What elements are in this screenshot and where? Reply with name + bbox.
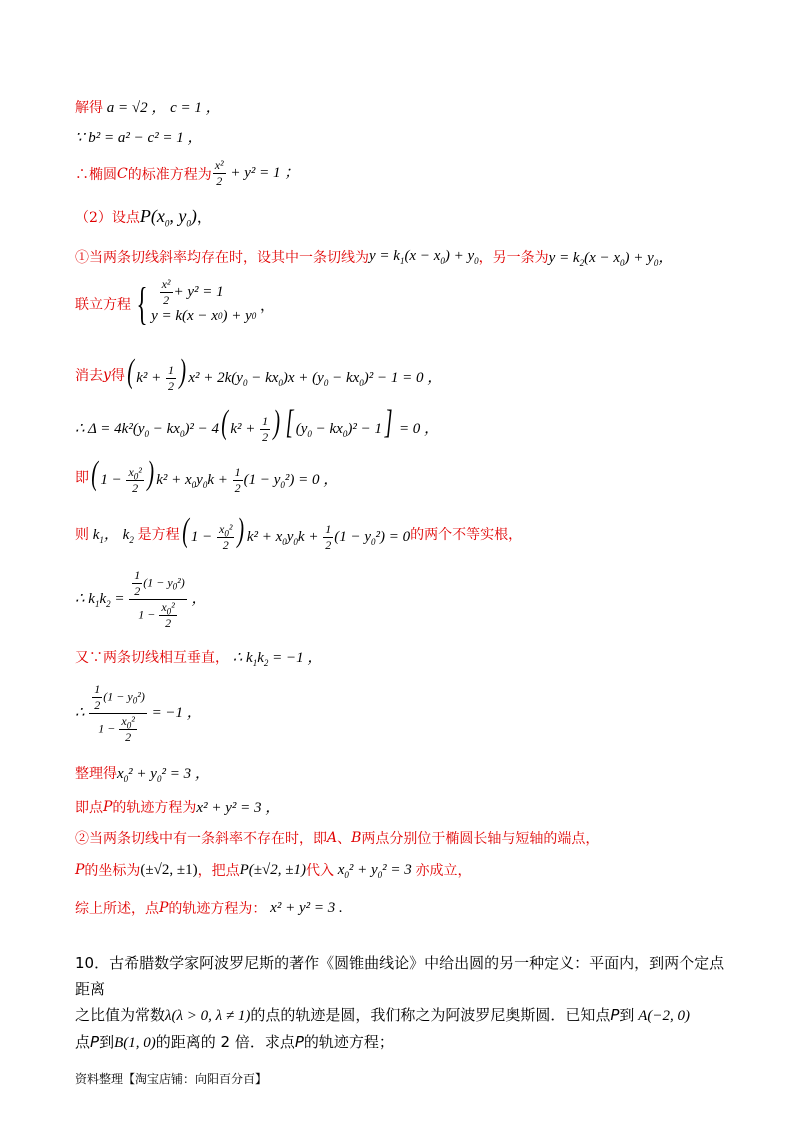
text-p-var: P <box>103 798 113 815</box>
text-standard-eq: 的标准方程为 <box>127 166 212 183</box>
text-badian: ，把点 <box>197 863 240 879</box>
footer-text: 资料整理【淘宝店铺：向阳百分百】 <box>75 1072 268 1086</box>
solution-line-8 <box>75 406 439 445</box>
text-c-var: C <box>117 165 128 182</box>
solution-line-6: 联立方程 { $\frac{\text{x²}}{2}$ + y² = 1 y = k(x − x 0 ) + y 0 ， <box>75 276 276 329</box>
solution-line-10 <box>75 514 522 553</box>
solution-line-2 <box>75 126 203 147</box>
text-locus: 的轨迹方程为 <box>112 799 197 816</box>
question-10 <box>75 950 735 1056</box>
solution-line-3 <box>75 158 299 189</box>
math-k1k2-neg1: ∴ $k_1k_2 = -1$ ， <box>229 650 323 668</box>
solution-line-18 <box>75 898 343 918</box>
solution-line-15 <box>75 796 280 817</box>
math-pm-coord: (±√2, ±1) <box>140 861 198 878</box>
text-perpendicular: 又∵两条切线相互垂直， <box>75 649 229 666</box>
text-therefore-ellipse: ∴椭圆 <box>75 166 117 183</box>
math-k-equation-2: ( 1 − $\frac{x_0^2}{2}$ ) $k^2 + x_0y_0k$ + $\frac{1}{2}$ $(1 - y_0^2) = 0$ <box>181 512 411 553</box>
math-tangent2: $y = k_2(x - x_0) + y_0$， <box>548 250 674 268</box>
text-jiede: 解得 <box>75 99 103 116</box>
math-point-a: A(−2, 0) <box>634 1008 690 1024</box>
text-locus-2: 的轨迹方程为： <box>168 901 267 917</box>
math-a-c: a = √2 ， c = 1 ， <box>106 100 221 116</box>
text-a-var: A <box>327 830 338 846</box>
solution-line-17 <box>75 860 472 880</box>
math-circle-3b: $x_0^2 + y_0^2 = 3$ <box>333 861 416 880</box>
text-y-var: y <box>103 366 111 383</box>
text-xiaoqu: 消去 <box>75 367 103 384</box>
text-p-var-2: P <box>75 862 85 878</box>
text-endpoints: 两点分别位于椭圆长轴与短轴的端点， <box>361 831 600 847</box>
text-conclusion: 综上所述，点 <box>75 901 159 917</box>
solution-line-14 <box>75 762 210 783</box>
math-system: $\frac{\text{x²}}{2}$ + y² = 1 y = k(x − x 0 ) + y 0 <box>151 276 257 324</box>
text-two-roots: 的两个不等实根， <box>410 526 523 543</box>
math-k1: $k_1$， $k_2$ <box>89 527 134 546</box>
math-tangent1: $y = k_1(x - x_0) + y_0$ <box>369 248 479 266</box>
text-case1: ①当两条切线斜率均存在时，设其中一条切线为 <box>75 249 369 266</box>
text-coord: 的坐标为 <box>84 863 141 879</box>
math-point-p: $P(x_0$, $y_0$) <box>139 206 197 229</box>
math-discriminant: ∴ $\Delta = 4k^2(y_0 - kx_0)^2 - 4$( k² + $\frac{1}{2}$ ) [ $(y_0 - kx_0)^2 - 1] = 0$ ， <box>75 404 440 445</box>
text-another: ，另一条为 <box>478 249 549 266</box>
solution-line-16 <box>75 828 599 848</box>
text-zhengli: 整理得 <box>75 765 117 782</box>
text-ji: 即 <box>75 469 89 486</box>
solution-line-9 <box>75 457 338 496</box>
text-ze: 则 <box>75 526 89 543</box>
text-sep: 、 <box>337 831 352 847</box>
solution-line-12 <box>75 646 322 667</box>
solution-line-11 <box>75 568 207 631</box>
text-b-var: B <box>351 830 362 846</box>
math-k-equation: ( 1 − $\frac{x_0^2}{2}$ ) $k^2 + x_0y_0k$ + $\frac{1}{2}$ $(1 - y_0^2) = 0$ ， <box>91 455 339 496</box>
math-b-squared: ∵ b² = a² − c² = 1 ， <box>75 130 203 146</box>
text-case2: ②当两条切线中有一条斜率不存在时，即 <box>75 831 327 847</box>
math-point-pm: P(±√2, ±1) <box>239 861 306 878</box>
text-holds: 亦成立， <box>415 863 472 879</box>
math-quadratic: ( k² + $\frac{1}{2}$ ) $x^2 + 2k(y_0 - kx_0)x + (y_0 - kx_0)^2 - 1 = 0$ ， <box>127 353 443 394</box>
text-part2: （2）设点 <box>75 209 140 226</box>
text-shi-fangcheng: 是方程 <box>137 526 180 543</box>
solution-line-1 <box>75 96 221 117</box>
text-jidian: 即点 <box>75 799 103 816</box>
math-lambda: λ(λ > 0, λ ≠ 1) <box>165 1008 251 1024</box>
math-fraction-neg1: ∴ $\frac{1}{2}$ $(1 - y_0^2)$ 1 − $\frac{x_0^2}{2}$ = −1 ， <box>75 682 202 744</box>
solution-line-13 <box>75 682 202 745</box>
solution-line-4: （2）设点 $P(x_0$, $y_0$) ， <box>75 206 212 229</box>
math-point-b: B(1, 0) <box>114 1035 156 1051</box>
question-line-1: 10．古希腊数学家阿波罗尼斯的著作《圆锥曲线论》中给出圆的另一种定义：平面内，到两个定点距离 <box>75 954 725 998</box>
text-de: 得 <box>110 367 125 384</box>
text-p-var-3: P <box>159 900 169 916</box>
math-circle-3: $x_0^2 + y_0^2 = 3$ ， <box>117 766 210 784</box>
math-locus-final: x² + y² = 3 . <box>266 899 343 916</box>
solution-line-7 <box>75 355 442 394</box>
text-lianli: 联立方程 <box>75 297 131 313</box>
math-k1k2-product: ∴ $k_1k_2$ = $\frac{1}{2}$ $(1 - y_0^2)$ 1 − $\frac{x_0^2}{2}$ ， <box>75 568 207 630</box>
text-dairu: 代入 <box>305 863 334 879</box>
question-line-2: 之比值为常数λ(λ > 0, λ ≠ 1)的点的轨迹是圆，我们称之为阿波罗尼奥斯圆．已知点P到 A(−2, 0) <box>75 1006 690 1024</box>
solution-line-5 <box>75 246 673 267</box>
math-locus-1: x² + y² = 3 ， <box>196 800 281 816</box>
math-ellipse-eq: $\frac{\text{x²}}{2}$ + y² = 1 ； <box>214 158 300 188</box>
question-line-3: 点P到B(1, 0)的距离的 2 倍．求点P的轨迹方程； <box>75 1033 394 1051</box>
